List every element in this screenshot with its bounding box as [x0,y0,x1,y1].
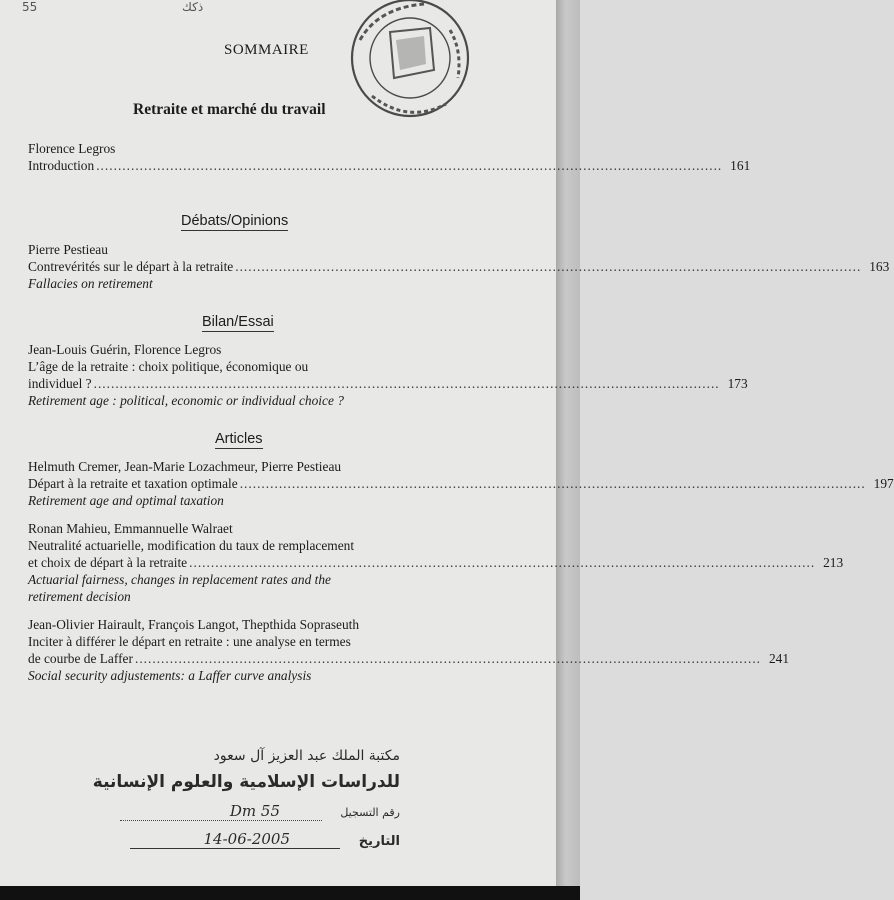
entry-english-title: Social security adjustements: a Laffer curve analysis [28,668,312,683]
stamp-library-subtitle: للدراسات الإسلامية والعلوم الإنسانية [92,772,400,792]
entry-page-number: 161 [730,158,751,173]
toc-entry[interactable] [28,475,894,492]
stamp-library-name: مكتبة الملك عبد العزيز آل سعود [213,748,400,764]
stamp-registration-value: Dm 55 [229,802,280,820]
entry-title: Départ à la retraite et taxation optimale [28,476,238,491]
toc-entry[interactable] [28,375,748,392]
entry-authors: Pierre Pestieau [28,242,108,257]
entry-title: Introduction [28,158,95,173]
page-title: SOMMAIRE [224,42,309,58]
entry-page-number: 173 [727,376,748,391]
section-heading-bilan: Bilan/Essai [202,314,274,330]
stamp-registration-label: رقم التسجيل [340,806,400,819]
leader-dots: ................................................................................................................................................ [189,555,816,570]
entry-english-title: Fallacies on retirement [28,276,153,291]
section-heading-debats: Débats/Opinions [181,213,289,229]
entry-authors: Helmuth Cremer, Jean-Marie Lozachmeur, Pierre Pestieau [28,459,342,474]
entry-page-number: 241 [768,651,790,666]
library-registration-stamp [92,744,400,864]
entry-english-title: Actuarial fairness, changes in replacement rates and the [28,572,331,587]
stamp-date-rule [130,848,340,849]
entry-authors: Ronan Mahieu, Emmannuelle Walraet [28,521,233,536]
entry-title: et choix de départ à la retraite [28,555,188,570]
leader-dots: ................................................................................................................................................ [96,158,723,173]
entry-title: L’âge de la retraite : choix politique, économique ou [28,359,309,374]
scan-bottom-edge [0,886,580,900]
entry-english-title: Retirement age and optimal taxation [28,493,224,508]
entry-title: Contrevérités sur le départ à la retraite [28,259,234,274]
top-mark-left: 55 [22,0,38,14]
toc-entry[interactable] [28,157,751,174]
entry-page-number: 197 [873,476,894,491]
issue-theme-title: Retraite et marché du travail [133,101,326,118]
entry-authors: Jean-Olivier Hairault, François Langot, Thepthida Sopraseuth [28,617,360,632]
entry-page-number: 163 [869,259,890,274]
page-edge-shadow [556,0,580,900]
top-mark-center: ذكك [182,0,204,14]
library-seal-stamp [338,0,478,140]
leader-dots: ................................................................................................................................................ [235,259,862,274]
leader-dots: ................................................................................................................................................ [134,651,762,666]
leader-dots: ................................................................................................................................................ [239,476,866,491]
toc-entry[interactable] [28,258,890,275]
entry-title: Neutralité actuarielle, modification du taux de remplacement [28,538,355,553]
entry-title: individuel ? [28,376,92,391]
stamp-registration-rule [120,820,322,821]
toc-entry[interactable] [28,650,790,667]
entry-english-title: Retirement age : political, economic or individual choice ? [28,393,344,408]
entry-page-number: 213 [823,555,844,570]
entry-authors: Florence Legros [28,141,116,156]
entry-authors: Jean-Louis Guérin, Florence Legros [28,342,222,357]
toc-entry[interactable] [28,554,844,571]
entry-english-title: retirement decision [28,589,131,604]
stamp-date-label: التاريخ [358,834,400,849]
entry-title: de courbe de Laffer [28,651,133,666]
section-heading-articles: Articles [215,431,263,447]
leader-dots: ................................................................................................................................................ [93,376,720,391]
stamp-date-value: 14-06-2005 [203,830,290,848]
entry-title: Inciter à différer le départ en retraite : une analyse en termes [28,634,351,649]
